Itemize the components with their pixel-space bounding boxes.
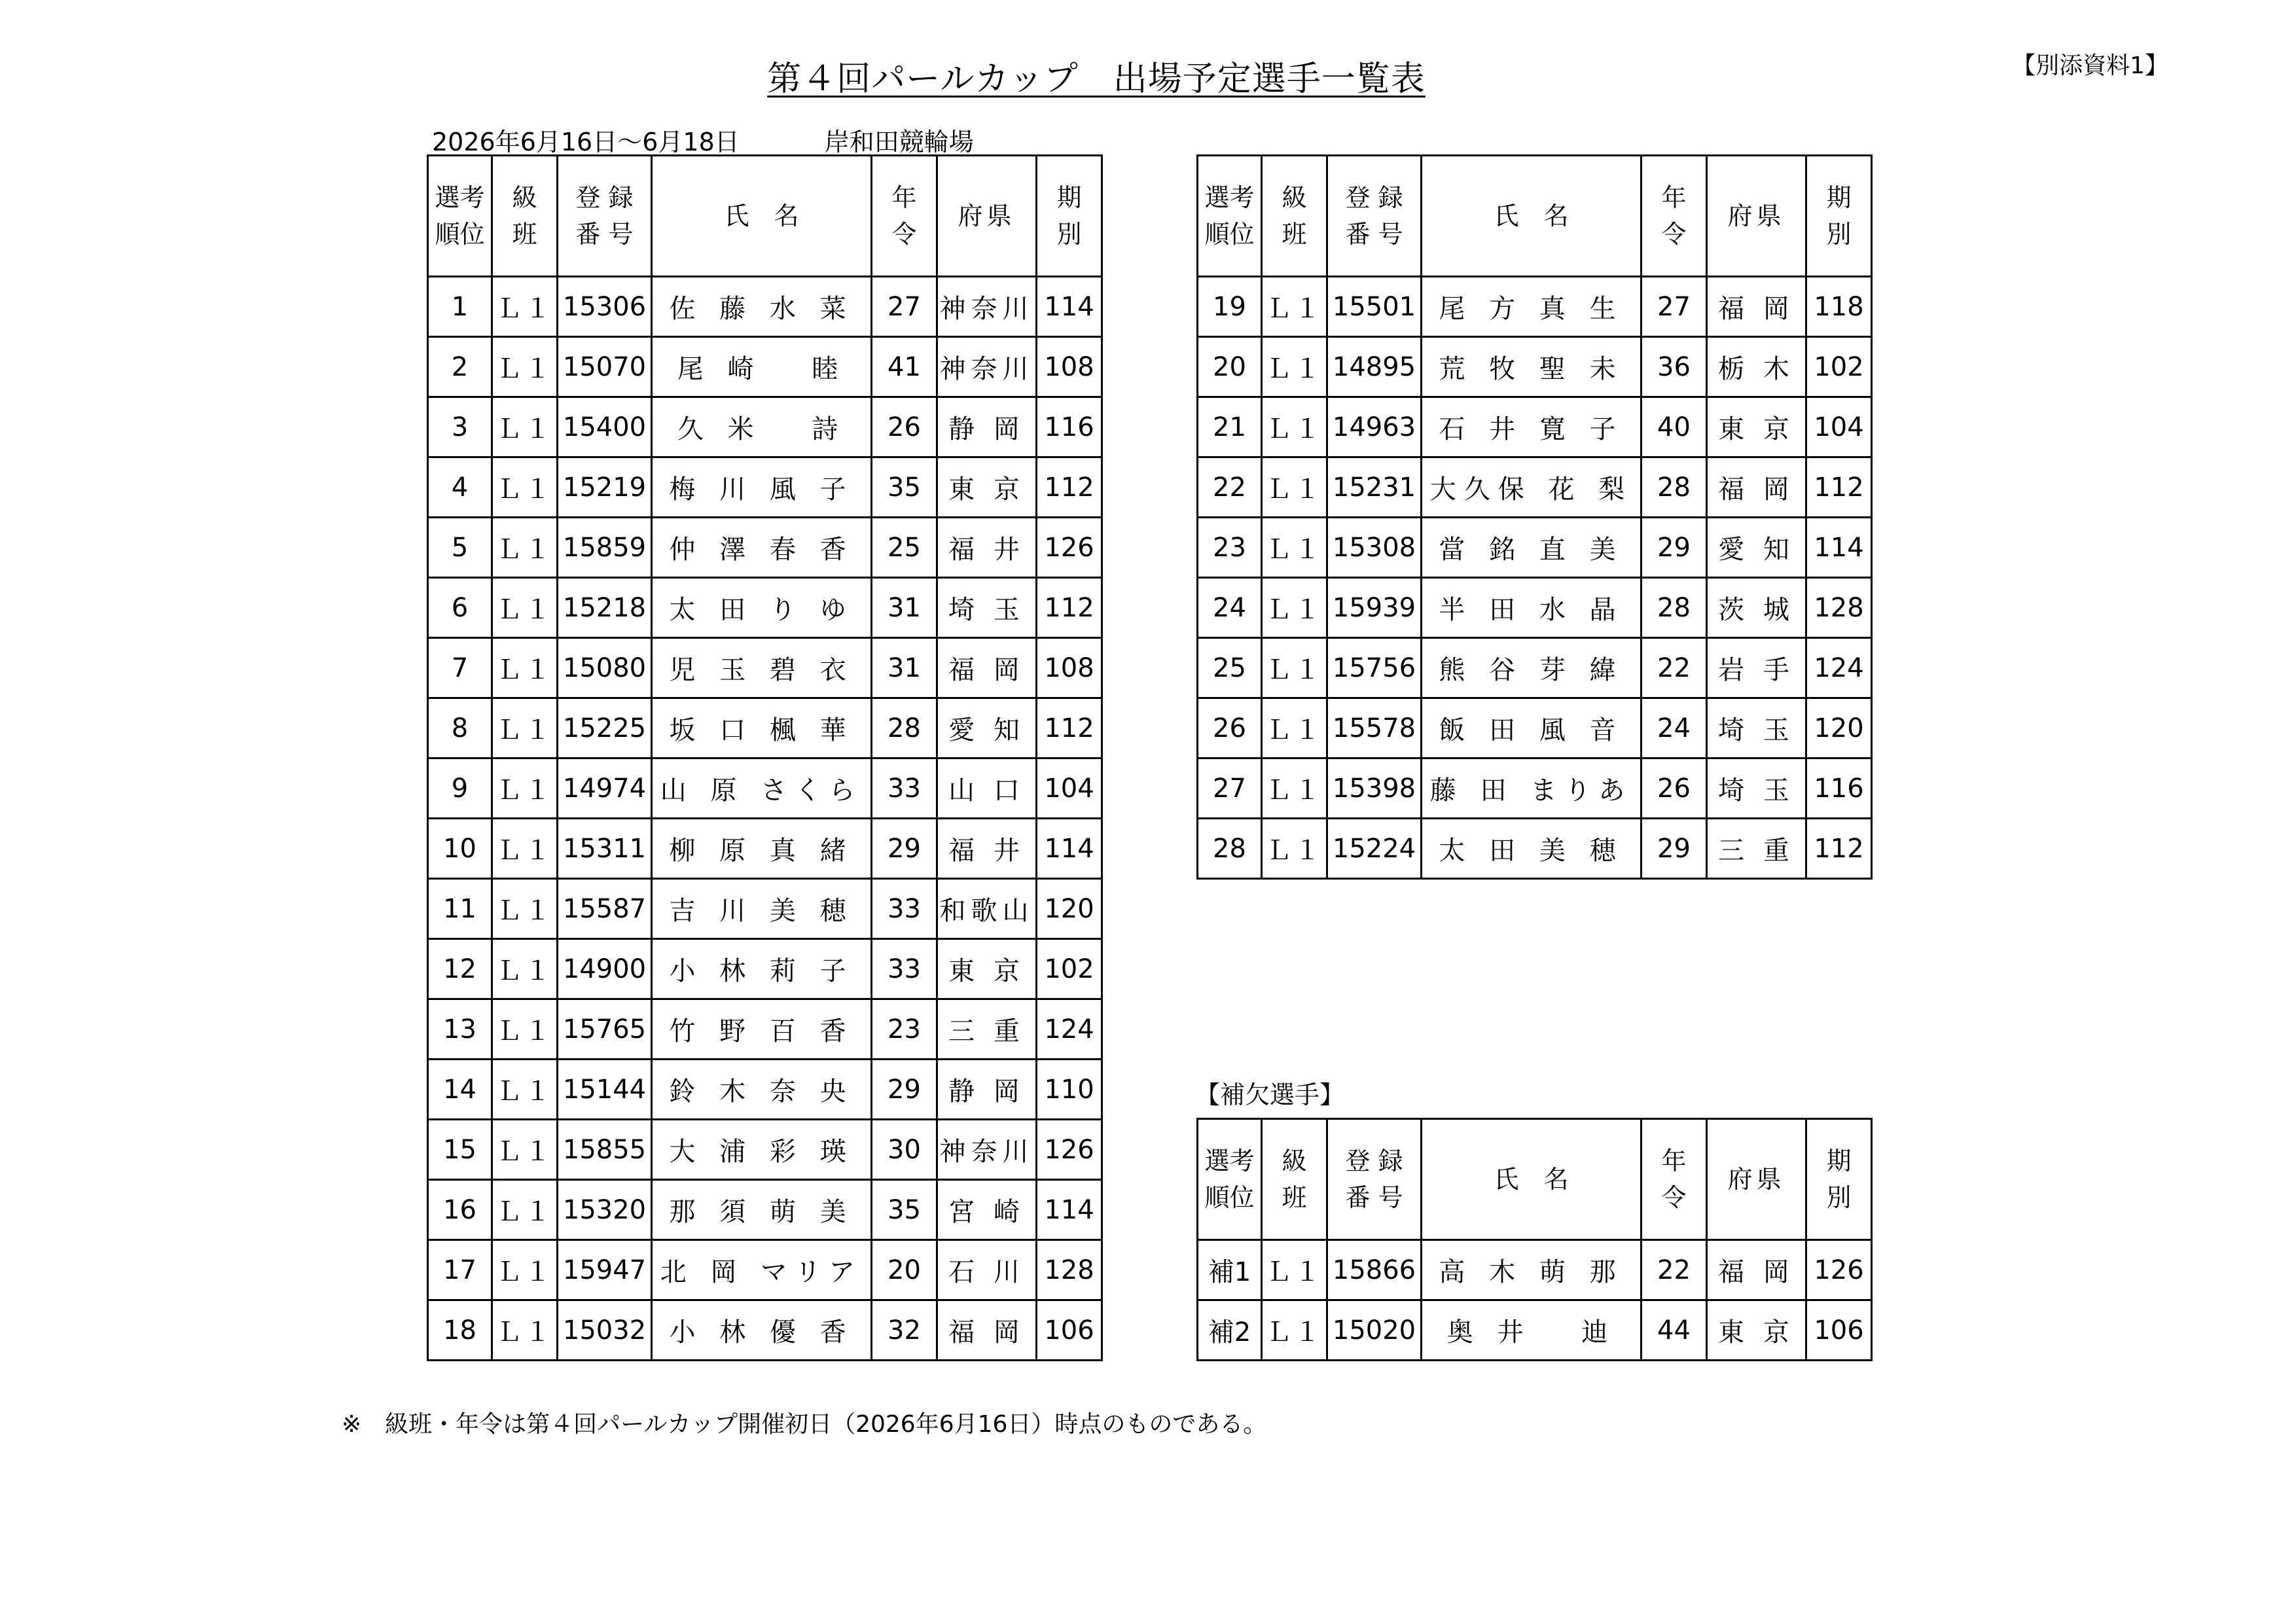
cell-pref: 愛 知	[1707, 518, 1806, 578]
cell-reg: 15587	[558, 879, 652, 939]
cell-reg: 14895	[1327, 337, 1422, 397]
header-reg: 登 録 番 号	[558, 156, 652, 277]
roster-table-left	[427, 154, 1103, 1361]
cell-pref: 埼 玉	[1707, 758, 1806, 819]
cell-class: Ｌ１	[1262, 397, 1327, 457]
cell-rank: 11	[428, 879, 492, 939]
table-row	[428, 578, 1102, 638]
cell-age: 31	[872, 638, 937, 698]
footnote: ※ 級班・年令は第４回パールカップ開催初日（2026年6月16日）時点のものである。	[342, 1411, 1267, 1438]
cell-class: Ｌ１	[492, 1300, 558, 1361]
cell-rank: 22	[1198, 457, 1262, 518]
cell-term: 124	[1037, 999, 1102, 1060]
header-class: 級 班	[1262, 156, 1327, 277]
cell-name: 鈴 木 奈 央	[652, 1060, 872, 1120]
cell-class: Ｌ１	[492, 819, 558, 879]
cell-reg: 15144	[558, 1060, 652, 1120]
table-row	[428, 819, 1102, 879]
cell-reg: 15947	[558, 1240, 652, 1300]
cell-class: Ｌ１	[492, 1240, 558, 1300]
substitutes-label: 【補欠選手】	[1195, 1080, 1345, 1109]
header-reg: 登 録 番 号	[1327, 1119, 1422, 1240]
cell-pref: 神奈川	[937, 1120, 1037, 1180]
header-age: 年 令	[1641, 156, 1707, 277]
table-row	[428, 518, 1102, 578]
header-pref: 府県	[1707, 1119, 1806, 1240]
cell-class: Ｌ１	[1262, 277, 1327, 337]
cell-name: 小 林 優 香	[652, 1300, 872, 1361]
cell-term: 114	[1037, 819, 1102, 879]
cell-class: Ｌ１	[492, 758, 558, 819]
cell-pref: 東 京	[1707, 397, 1806, 457]
cell-pref: 愛 知	[937, 698, 1037, 758]
cell-pref: 福 岡	[1707, 457, 1806, 518]
cell-term: 124	[1806, 638, 1872, 698]
cell-age: 24	[1641, 698, 1707, 758]
table-row	[1198, 1240, 1872, 1300]
cell-class: Ｌ１	[492, 578, 558, 638]
cell-class: Ｌ１	[1262, 1240, 1327, 1300]
cell-rank: 15	[428, 1120, 492, 1180]
cell-pref: 三 重	[1707, 819, 1806, 879]
cell-pref: 山 口	[937, 758, 1037, 819]
cell-class: Ｌ１	[1262, 337, 1327, 397]
cell-age: 27	[1641, 277, 1707, 337]
cell-rank: 27	[1198, 758, 1262, 819]
cell-term: 118	[1806, 277, 1872, 337]
cell-class: Ｌ１	[492, 1060, 558, 1120]
cell-name: 石 井 寛 子	[1422, 397, 1641, 457]
cell-age: 28	[1641, 578, 1707, 638]
cell-class: Ｌ１	[492, 277, 558, 337]
cell-pref: 茨 城	[1707, 578, 1806, 638]
cell-term: 120	[1806, 698, 1872, 758]
cell-reg: 15400	[558, 397, 652, 457]
cell-class: Ｌ１	[492, 457, 558, 518]
cell-age: 29	[872, 1060, 937, 1120]
header-name: 氏 名	[1422, 156, 1641, 277]
cell-rank: 28	[1198, 819, 1262, 879]
cell-rank: 補2	[1198, 1300, 1262, 1361]
cell-age: 25	[872, 518, 937, 578]
cell-class: Ｌ１	[492, 337, 558, 397]
cell-class: Ｌ１	[492, 1120, 558, 1180]
cell-pref: 福 井	[937, 518, 1037, 578]
cell-reg: 15231	[1327, 457, 1422, 518]
cell-term: 126	[1037, 1120, 1102, 1180]
cell-reg: 14900	[558, 939, 652, 999]
cell-rank: 25	[1198, 638, 1262, 698]
cell-name: 藤 田 まりあ	[1422, 758, 1641, 819]
cell-age: 28	[1641, 457, 1707, 518]
cell-name: 坂 口 楓 華	[652, 698, 872, 758]
cell-age: 29	[1641, 518, 1707, 578]
cell-age: 20	[872, 1240, 937, 1300]
cell-rank: 8	[428, 698, 492, 758]
cell-reg: 15320	[558, 1180, 652, 1240]
cell-rank: 18	[428, 1300, 492, 1361]
header-age: 年 令	[872, 156, 937, 277]
cell-rank: 12	[428, 939, 492, 999]
cell-pref: 静 岡	[937, 397, 1037, 457]
cell-pref: 静 岡	[937, 1060, 1037, 1120]
cell-name: 梅 川 風 子	[652, 457, 872, 518]
cell-term: 120	[1037, 879, 1102, 939]
cell-term: 126	[1806, 1240, 1872, 1300]
substitutes-table	[1196, 1118, 1873, 1361]
cell-name: 大 浦 彩 瑛	[652, 1120, 872, 1180]
cell-rank: 2	[428, 337, 492, 397]
table-row	[1198, 698, 1872, 758]
cell-class: Ｌ１	[1262, 758, 1327, 819]
cell-term: 104	[1806, 397, 1872, 457]
cell-reg: 15218	[558, 578, 652, 638]
cell-name: 北 岡 マリア	[652, 1240, 872, 1300]
cell-rank: 13	[428, 999, 492, 1060]
header-pref: 府県	[1707, 156, 1806, 277]
cell-pref: 東 京	[1707, 1300, 1806, 1361]
header-class: 級 班	[1262, 1119, 1327, 1240]
table-row	[428, 1120, 1102, 1180]
cell-term: 112	[1806, 819, 1872, 879]
cell-age: 35	[872, 457, 937, 518]
table-row	[428, 758, 1102, 819]
cell-age: 31	[872, 578, 937, 638]
cell-rank: 19	[1198, 277, 1262, 337]
cell-reg: 15756	[1327, 638, 1422, 698]
cell-class: Ｌ１	[492, 397, 558, 457]
cell-name: 尾 方 真 生	[1422, 277, 1641, 337]
table-header-row	[1198, 1119, 1872, 1240]
cell-name: 仲 澤 春 香	[652, 518, 872, 578]
cell-term: 112	[1037, 578, 1102, 638]
cell-term: 114	[1037, 277, 1102, 337]
cell-term: 108	[1037, 638, 1102, 698]
header-term: 期 別	[1806, 156, 1872, 277]
cell-rank: 3	[428, 397, 492, 457]
cell-pref: 福 岡	[937, 638, 1037, 698]
cell-class: Ｌ１	[1262, 638, 1327, 698]
cell-rank: 4	[428, 457, 492, 518]
cell-rank: 補1	[1198, 1240, 1262, 1300]
page-title: 第４回パールカップ 出場予定選手一覧表	[767, 60, 1426, 99]
cell-name: 那 須 萌 美	[652, 1180, 872, 1240]
header-rank: 選考 順位	[1198, 156, 1262, 277]
cell-reg: 15765	[558, 999, 652, 1060]
table-row	[1198, 518, 1872, 578]
cell-name: 奥 井 迪	[1422, 1300, 1641, 1361]
cell-name: 児 玉 碧 衣	[652, 638, 872, 698]
cell-term: 112	[1037, 698, 1102, 758]
cell-pref: 東 京	[937, 457, 1037, 518]
cell-reg: 15080	[558, 638, 652, 698]
cell-term: 112	[1806, 457, 1872, 518]
cell-pref: 福 岡	[937, 1300, 1037, 1361]
cell-term: 128	[1806, 578, 1872, 638]
header-pref: 府県	[937, 156, 1037, 277]
cell-name: 久 米 詩	[652, 397, 872, 457]
cell-rank: 23	[1198, 518, 1262, 578]
cell-pref: 東 京	[937, 939, 1037, 999]
cell-name: 大久保 花 梨	[1422, 457, 1641, 518]
header-class: 級 班	[492, 156, 558, 277]
cell-age: 33	[872, 879, 937, 939]
cell-reg: 15225	[558, 698, 652, 758]
cell-age: 41	[872, 337, 937, 397]
table-row	[428, 698, 1102, 758]
cell-pref: 神奈川	[937, 277, 1037, 337]
cell-reg: 15866	[1327, 1240, 1422, 1300]
table-row	[428, 999, 1102, 1060]
cell-class: Ｌ１	[1262, 819, 1327, 879]
cell-name: 高 木 萌 那	[1422, 1240, 1641, 1300]
header-name: 氏 名	[652, 156, 872, 277]
cell-reg: 14963	[1327, 397, 1422, 457]
cell-class: Ｌ１	[492, 698, 558, 758]
cell-name: 當 銘 直 美	[1422, 518, 1641, 578]
table-row	[428, 638, 1102, 698]
cell-name: 荒 牧 聖 未	[1422, 337, 1641, 397]
cell-term: 104	[1037, 758, 1102, 819]
cell-age: 26	[872, 397, 937, 457]
cell-reg: 15398	[1327, 758, 1422, 819]
cell-term: 128	[1037, 1240, 1102, 1300]
cell-term: 114	[1806, 518, 1872, 578]
cell-class: Ｌ１	[492, 939, 558, 999]
cell-pref: 福 井	[937, 819, 1037, 879]
cell-reg: 15501	[1327, 277, 1422, 337]
cell-reg: 14974	[558, 758, 652, 819]
cell-term: 106	[1806, 1300, 1872, 1361]
cell-rank: 17	[428, 1240, 492, 1300]
cell-name: 小 林 莉 子	[652, 939, 872, 999]
header-rank: 選考 順位	[1198, 1119, 1262, 1240]
header-age: 年 令	[1641, 1119, 1707, 1240]
table-row	[1198, 1300, 1872, 1361]
cell-pref: 福 岡	[1707, 1240, 1806, 1300]
table-row	[428, 1240, 1102, 1300]
cell-age: 28	[872, 698, 937, 758]
cell-age: 30	[872, 1120, 937, 1180]
cell-name: 柳 原 真 緒	[652, 819, 872, 879]
cell-rank: 5	[428, 518, 492, 578]
cell-rank: 7	[428, 638, 492, 698]
cell-age: 23	[872, 999, 937, 1060]
table-header-row	[428, 156, 1102, 277]
cell-age: 29	[1641, 819, 1707, 879]
table-row	[1198, 337, 1872, 397]
cell-name: 尾 崎 睦	[652, 337, 872, 397]
cell-pref: 栃 木	[1707, 337, 1806, 397]
cell-reg: 15311	[558, 819, 652, 879]
table-row	[1198, 758, 1872, 819]
table-row	[1198, 819, 1872, 879]
cell-name: 山 原 さくら	[652, 758, 872, 819]
cell-class: Ｌ１	[1262, 578, 1327, 638]
cell-reg: 15032	[558, 1300, 652, 1361]
cell-age: 29	[872, 819, 937, 879]
cell-reg: 15855	[558, 1120, 652, 1180]
table-row	[428, 879, 1102, 939]
cell-rank: 1	[428, 277, 492, 337]
cell-age: 26	[1641, 758, 1707, 819]
cell-name: 太 田 り ゆ	[652, 578, 872, 638]
cell-term: 108	[1037, 337, 1102, 397]
cell-age: 33	[872, 939, 937, 999]
cell-pref: 和歌山	[937, 879, 1037, 939]
cell-class: Ｌ１	[1262, 518, 1327, 578]
cell-term: 102	[1037, 939, 1102, 999]
cell-term: 116	[1037, 397, 1102, 457]
cell-class: Ｌ１	[1262, 1300, 1327, 1361]
cell-term: 126	[1037, 518, 1102, 578]
header-rank: 選考 順位	[428, 156, 492, 277]
event-venue: 岸和田競輪場	[824, 128, 974, 156]
cell-rank: 21	[1198, 397, 1262, 457]
cell-rank: 10	[428, 819, 492, 879]
cell-class: Ｌ１	[1262, 457, 1327, 518]
cell-rank: 26	[1198, 698, 1262, 758]
table-row	[428, 1300, 1102, 1361]
cell-name: 吉 川 美 穂	[652, 879, 872, 939]
cell-reg: 15578	[1327, 698, 1422, 758]
cell-age: 22	[1641, 638, 1707, 698]
header-term: 期 別	[1806, 1119, 1872, 1240]
cell-reg: 15224	[1327, 819, 1422, 879]
cell-name: 竹 野 百 香	[652, 999, 872, 1060]
cell-reg: 15219	[558, 457, 652, 518]
cell-name: 佐 藤 水 菜	[652, 277, 872, 337]
table-row	[428, 397, 1102, 457]
cell-class: Ｌ１	[492, 638, 558, 698]
cell-reg: 15306	[558, 277, 652, 337]
cell-pref: 神奈川	[937, 337, 1037, 397]
cell-age: 22	[1641, 1240, 1707, 1300]
cell-reg: 15020	[1327, 1300, 1422, 1361]
table-row	[428, 1180, 1102, 1240]
cell-name: 半 田 水 晶	[1422, 578, 1641, 638]
cell-rank: 6	[428, 578, 492, 638]
cell-age: 33	[872, 758, 937, 819]
cell-rank: 14	[428, 1060, 492, 1120]
table-row	[428, 457, 1102, 518]
cell-term: 106	[1037, 1300, 1102, 1361]
cell-rank: 9	[428, 758, 492, 819]
cell-name: 熊 谷 芽 緯	[1422, 638, 1641, 698]
cell-age: 36	[1641, 337, 1707, 397]
cell-pref: 石 川	[937, 1240, 1037, 1300]
cell-reg: 15070	[558, 337, 652, 397]
cell-pref: 三 重	[937, 999, 1037, 1060]
cell-pref: 福 岡	[1707, 277, 1806, 337]
event-info	[432, 122, 974, 158]
cell-pref: 埼 玉	[1707, 698, 1806, 758]
cell-age: 35	[872, 1180, 937, 1240]
table-header-row	[1198, 156, 1872, 277]
cell-class: Ｌ１	[492, 879, 558, 939]
cell-name: 飯 田 風 音	[1422, 698, 1641, 758]
cell-rank: 20	[1198, 337, 1262, 397]
header-term: 期 別	[1037, 156, 1102, 277]
cell-pref: 宮 崎	[937, 1180, 1037, 1240]
cell-age: 40	[1641, 397, 1707, 457]
cell-class: Ｌ１	[492, 1180, 558, 1240]
cell-name: 太 田 美 穂	[1422, 819, 1641, 879]
cell-age: 44	[1641, 1300, 1707, 1361]
cell-age: 32	[872, 1300, 937, 1361]
cell-class: Ｌ１	[492, 999, 558, 1060]
cell-class: Ｌ１	[492, 518, 558, 578]
cell-pref: 埼 玉	[937, 578, 1037, 638]
cell-age: 27	[872, 277, 937, 337]
roster-table-right	[1196, 154, 1873, 880]
cell-reg: 15308	[1327, 518, 1422, 578]
table-row	[428, 939, 1102, 999]
cell-reg: 15859	[558, 518, 652, 578]
header-name: 氏 名	[1422, 1119, 1641, 1240]
cell-reg: 15939	[1327, 578, 1422, 638]
cell-term: 112	[1037, 457, 1102, 518]
cell-term: 116	[1806, 758, 1872, 819]
table-row	[1198, 578, 1872, 638]
table-row	[428, 277, 1102, 337]
attachment-label: 【別添資料1】	[2012, 52, 2168, 79]
cell-class: Ｌ１	[1262, 698, 1327, 758]
table-row	[1198, 457, 1872, 518]
cell-rank: 16	[428, 1180, 492, 1240]
cell-pref: 岩 手	[1707, 638, 1806, 698]
table-row	[1198, 277, 1872, 337]
table-row	[1198, 638, 1872, 698]
table-row	[428, 337, 1102, 397]
cell-term: 114	[1037, 1180, 1102, 1240]
cell-term: 110	[1037, 1060, 1102, 1120]
header-reg: 登 録 番 号	[1327, 156, 1422, 277]
event-period: 2026年6月16日～6月18日	[432, 128, 740, 156]
cell-term: 102	[1806, 337, 1872, 397]
cell-rank: 24	[1198, 578, 1262, 638]
table-row	[428, 1060, 1102, 1120]
table-row	[1198, 397, 1872, 457]
